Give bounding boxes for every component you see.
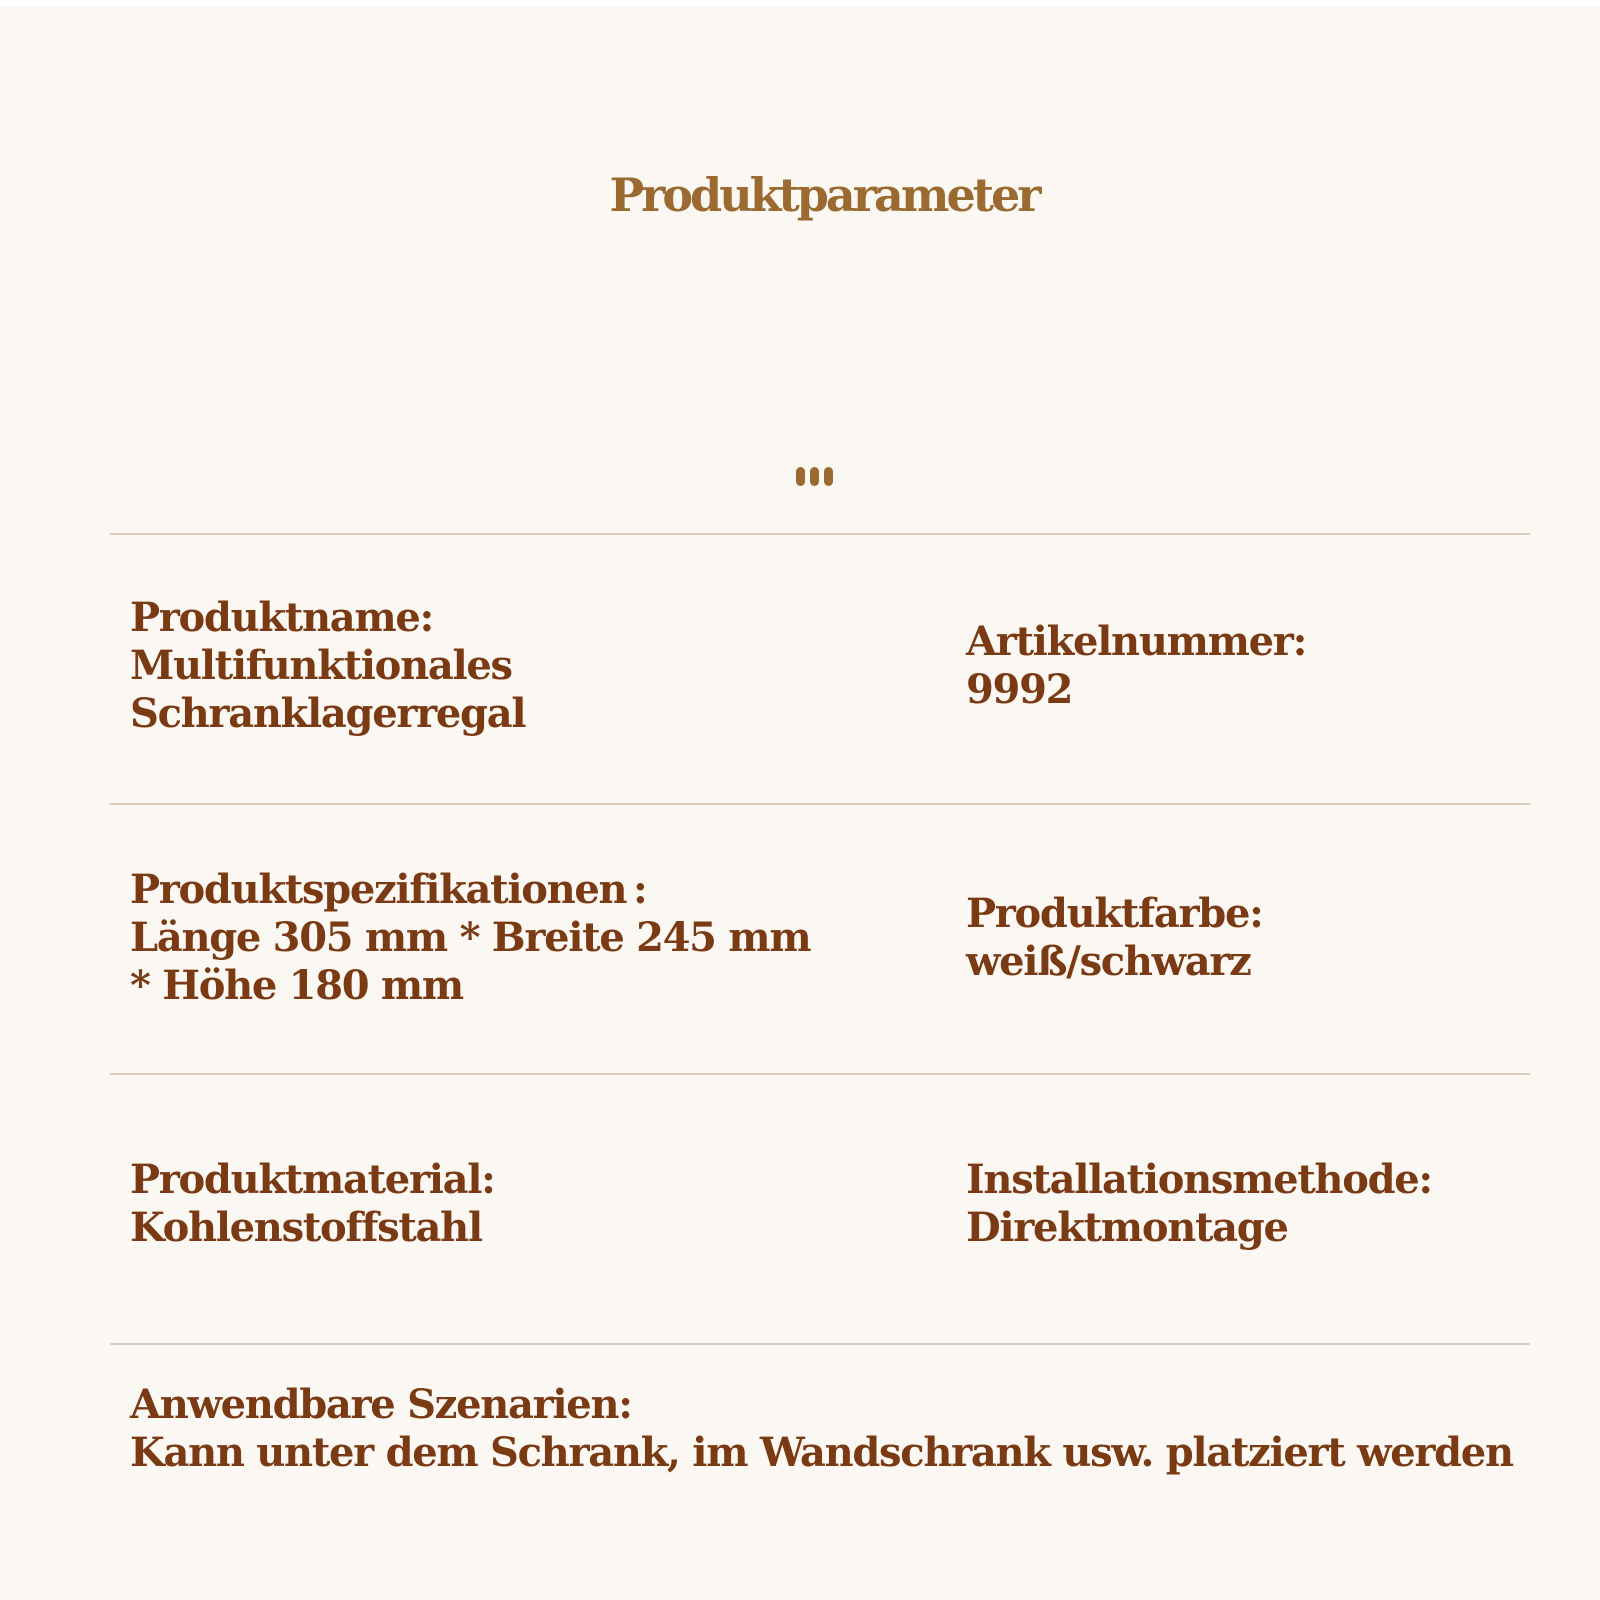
product-name-value: Multifunktionales Schranklagerregal bbox=[130, 642, 526, 737]
product-name-cell bbox=[130, 594, 525, 738]
dot bbox=[824, 467, 833, 486]
scenarios-label: Anwendbare Szenarien: bbox=[130, 1381, 632, 1428]
material-value: Kohlenstoffstahl bbox=[130, 1204, 482, 1251]
article-number-label: Artikelnummer: bbox=[966, 618, 1307, 665]
specifications-value: Länge 305 mm * Breite 245 mm * Höhe 180 mm bbox=[130, 914, 811, 1009]
divider bbox=[110, 533, 1530, 535]
page-title: Produktparameter bbox=[609, 168, 1039, 222]
product-color-cell bbox=[966, 890, 1263, 986]
dot bbox=[796, 467, 805, 486]
product-color-value: weiß/schwarz bbox=[966, 938, 1251, 985]
top-strip bbox=[0, 0, 1600, 7]
product-color-label: Produktfarbe: bbox=[966, 890, 1263, 937]
ellipsis-icon bbox=[796, 467, 833, 486]
divider bbox=[110, 1343, 1530, 1345]
scenarios-value: Kann unter dem Schrank, im Wandschrank usw. platziert werden bbox=[130, 1429, 1513, 1476]
specifications-label: Produktspezifikationen : bbox=[130, 866, 647, 913]
divider bbox=[110, 803, 1530, 805]
article-number-value: 9992 bbox=[966, 666, 1073, 713]
specifications-cell bbox=[130, 866, 810, 1010]
dot bbox=[810, 467, 819, 486]
material-cell bbox=[130, 1156, 495, 1252]
material-label: Produktmaterial: bbox=[130, 1156, 495, 1203]
installation-label: Installationsmethode: bbox=[966, 1156, 1432, 1203]
scenarios-cell bbox=[130, 1381, 1513, 1477]
article-number-cell bbox=[966, 618, 1306, 714]
product-name-label: Produktname: bbox=[130, 594, 434, 641]
installation-cell bbox=[966, 1156, 1432, 1252]
installation-value: Direktmontage bbox=[966, 1204, 1288, 1251]
divider bbox=[110, 1073, 1530, 1075]
